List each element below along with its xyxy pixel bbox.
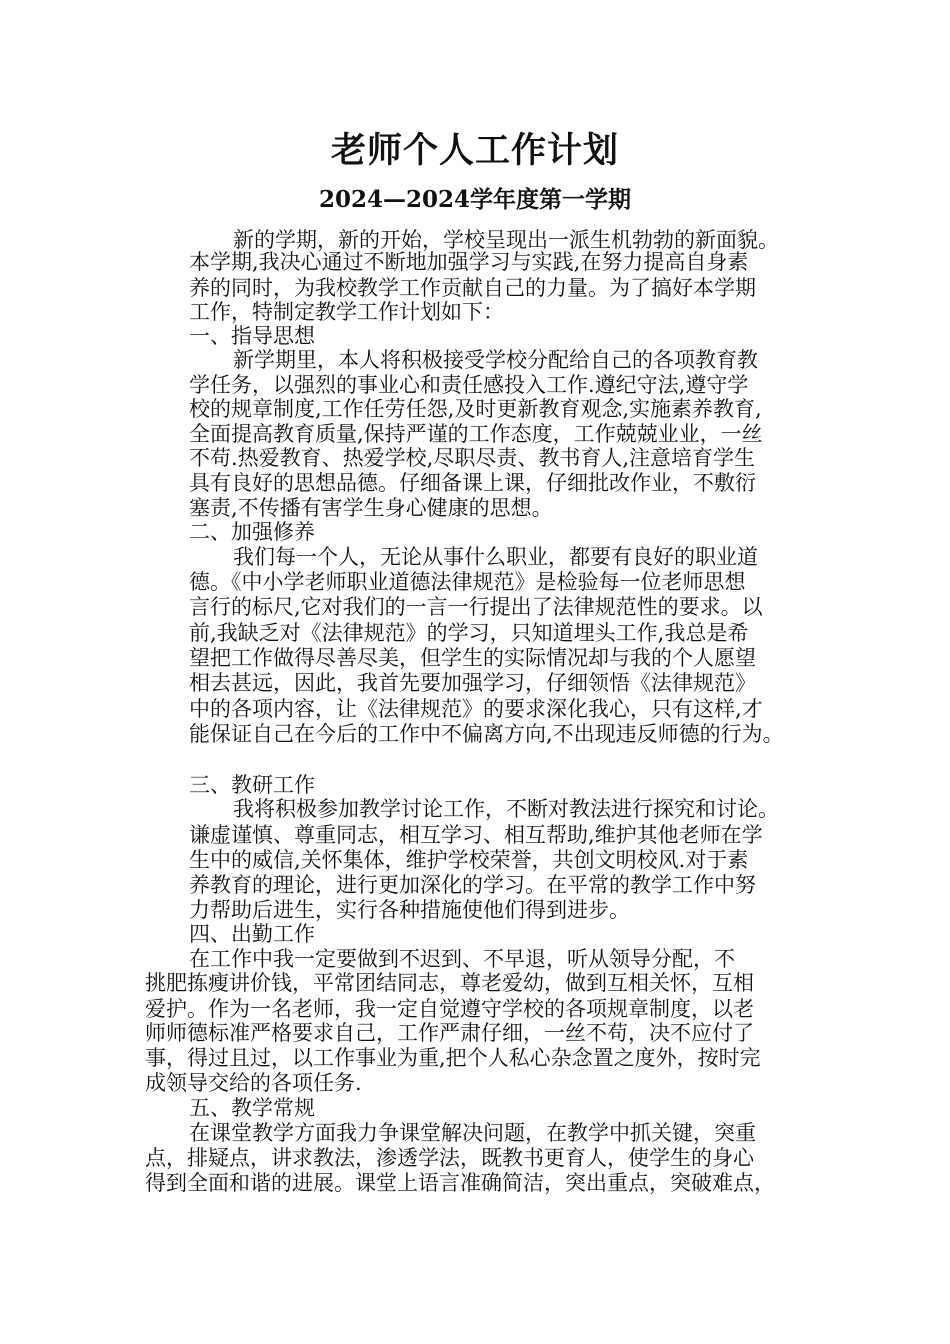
paragraph-line: 成领导交给的各项任务. xyxy=(145,1071,362,1095)
paragraph-line: 不苟.热爱教育、热爱学校,尽职尽责、教书育人,注意培育学生 xyxy=(189,446,756,470)
paragraph-line: 塞责,不传播有害学生身心健康的思想。 xyxy=(189,496,553,520)
paragraph-line: 本学期,我决心通过不断地加强学习与实践,在努力提高自身素 xyxy=(189,250,749,274)
paragraph-line: 中的各项内容，让《法律规范》的要求深化我心，只有这样,才 xyxy=(189,697,763,721)
paragraph-line: 点，排疑点，讲求教法，渗透学法，既教书更育人，使学生的身心 xyxy=(145,1146,754,1170)
paragraph-line: 新学期里，本人将积极接受学校分配给自己的各项教育教 xyxy=(233,348,758,372)
paragraph-line: 前,我缺乏对《法律规范》的学习，只知道埋头工作,我总是希 xyxy=(189,621,749,645)
paragraph-line: 言行的标尺,它对我们的一言一行提出了法律规范性的要求。以 xyxy=(189,595,763,619)
paragraph-line: 养的同时，为我校教学工作贡献自己的力量。为了搞好本学期 xyxy=(189,276,756,300)
paragraph-line: 在课堂教学方面我力争课堂解决问题，在教学中抓关键，突重 xyxy=(189,1121,756,1145)
document-subtitle: 2024—2024学年度第一学期 xyxy=(318,186,632,213)
section-heading: 二、加强修养 xyxy=(189,520,315,544)
paragraph-line: 具有良好的思想品德。仔细备课上课，仔细批改作业，不敷衍 xyxy=(189,471,756,495)
paragraph-line: 工作，特制定教学工作计划如下： xyxy=(189,300,504,324)
paragraph-line: 养教育的理论，进行更加深化的学习。在平常的教学工作中努 xyxy=(189,873,756,897)
section-heading: 四、出勤工作 xyxy=(189,922,315,946)
paragraph-line: 我们每一个人，无论从事什么职业，都要有良好的职业道 xyxy=(233,545,758,569)
paragraph-line: 生中的威信,关怀集体，维护学校荣誉，共创文明校风.对于素 xyxy=(189,848,749,872)
paragraph-line: 事，得过且过，以工作事业为重,把个人私心杂念置之度外，按时完 xyxy=(145,1046,761,1070)
paragraph-line: 望把工作做得尽善尽美，但学生的实际情况却与我的个人愿望 xyxy=(189,646,756,670)
section-heading: 五、教学常规 xyxy=(189,1096,315,1120)
document-title: 老师个人工作计划 xyxy=(330,130,619,171)
paragraph-line: 师师德标准严格要求自己，工作严肃仔细，一丝不苟，决不应付了 xyxy=(145,1021,754,1045)
paragraph-line: 谦虚谨慎、尊重同志，相互学习、相互帮助,维护其他老师在学 xyxy=(189,823,763,847)
paragraph-line: 我将积极参加教学讨论工作，不断对教法进行探究和讨论。 xyxy=(233,797,779,821)
paragraph-line: 学任务，以强烈的事业心和责任感投入工作.遵纪守法,遵守学 xyxy=(189,373,749,397)
paragraph-line: 全面提高教育质量,保持严谨的工作态度，工作兢兢业业，一丝 xyxy=(189,422,763,446)
paragraph-line: 爱护。作为一名老师，我一定自觉遵守学校的各项规章制度，以老 xyxy=(145,997,754,1021)
paragraph-line: 新的学期，新的开始，学校呈现出一派生机勃勃的新面貌。 xyxy=(233,228,779,252)
paragraph-line: 相去甚远，因此，我首先要加强学习，仔细领悟《法律规范》 xyxy=(189,671,756,695)
section-heading: 一、指导思想 xyxy=(189,324,315,348)
paragraph-line: 得到全面和谐的进展。课堂上语言准确简洁，突出重点，突破难点， xyxy=(145,1171,775,1195)
paragraph-line: 校的规章制度,工作任劳任怨,及时更新教育观念,实施素养教育, xyxy=(189,397,762,421)
paragraph-line: 挑肥拣瘦讲价钱，平常团结同志，尊老爱幼，做到互相关怀，互相 xyxy=(145,971,754,995)
paragraph-line: 能保证自己在今后的工作中不偏离方向,不出现违反师德的行为。 xyxy=(189,722,784,746)
paragraph-line: 力帮助后进生，实行各种措施使他们得到进步。 xyxy=(189,898,630,922)
paragraph-line: 德。《中小学老师职业道德法律规范》是检验每一位老师思想 xyxy=(189,570,746,594)
section-heading: 三、教研工作 xyxy=(189,773,315,797)
paragraph-line: 在工作中我一定要做到不迟到、不早退，听从领导分配，不 xyxy=(189,947,735,971)
